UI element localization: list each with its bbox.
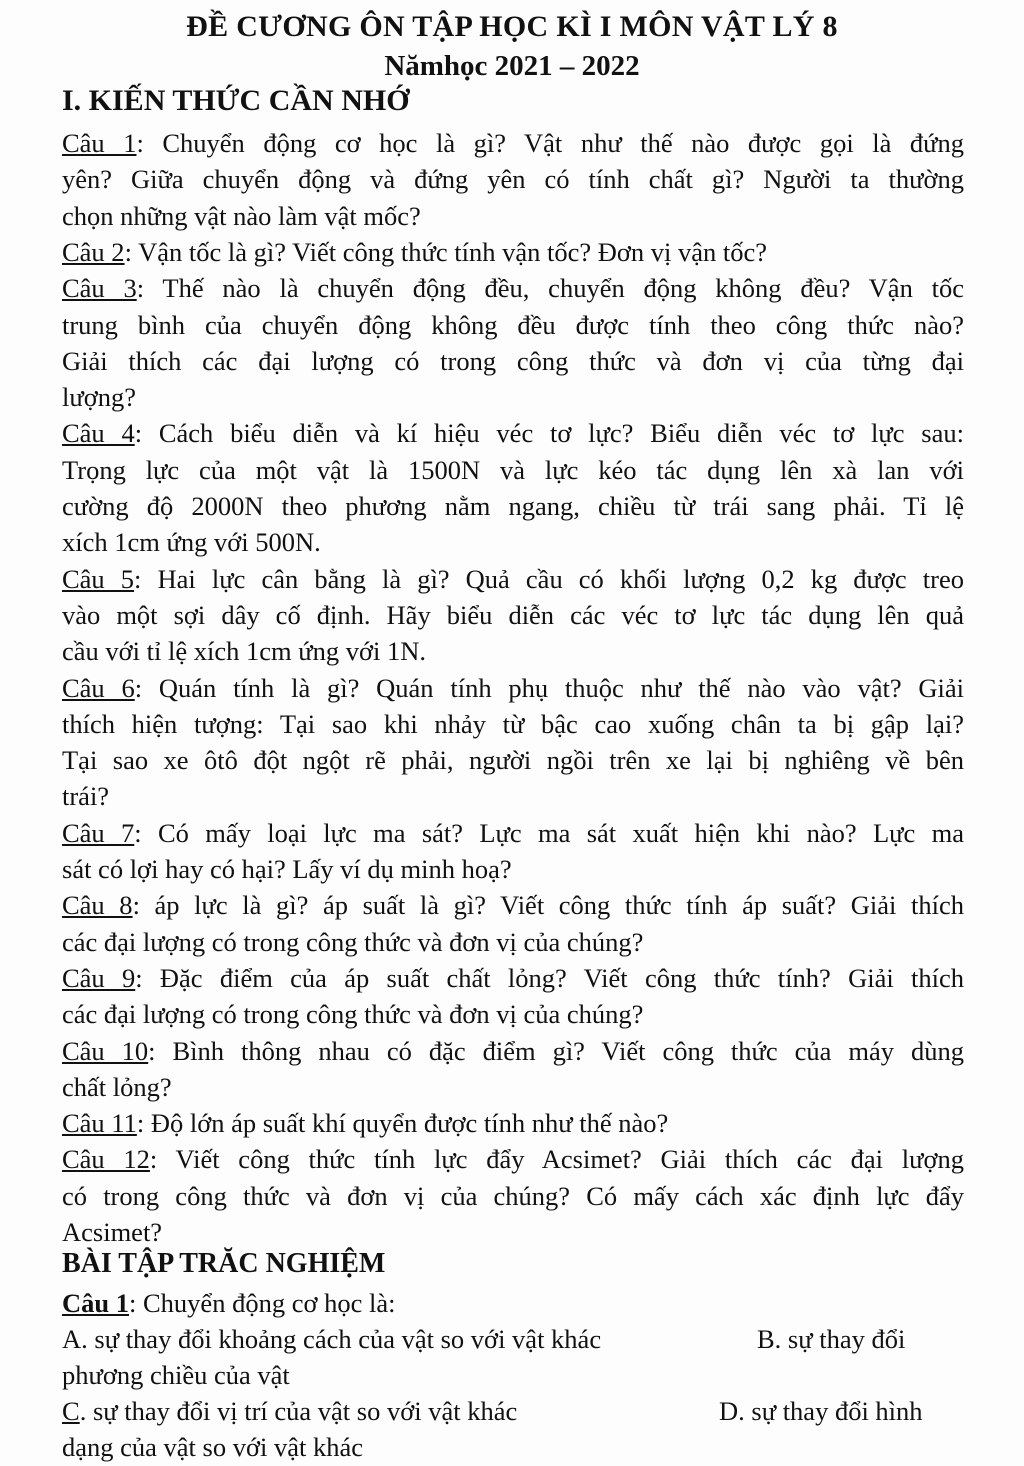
- question-line: [62, 854, 964, 885]
- question-line: [62, 1108, 964, 1139]
- question-line: [62, 1144, 964, 1175]
- quiz-question-1: [62, 1288, 964, 1319]
- question-text: : Cách biểu diễn và kí hiệu véc tơ lực? Biểu diễn véc tơ lực sau:: [134, 418, 964, 449]
- option-d: D. sự thay đổi hình: [719, 1396, 923, 1426]
- option-c-text: . sự thay đổi vị trí của vật so với vật khác: [79, 1396, 518, 1426]
- question-text: : Hai lực cân bằng là gì? Quả cầu có khối lượng 0,2 kg được treo: [134, 563, 964, 594]
- question-text: trung bình của chuyển động không đều được tính theo công thức nào?: [62, 309, 964, 340]
- question-text: chất lỏng?: [62, 1071, 172, 1102]
- question-line: [62, 745, 964, 776]
- question-text: chọn những vật nào làm vật mốc?: [62, 200, 421, 231]
- question-text: : Bình thông nhau có đặc điểm gì? Viết công thức của máy dùng: [148, 1035, 965, 1066]
- question-line: [62, 418, 964, 449]
- question-line: [62, 128, 964, 159]
- question-line: [62, 818, 964, 849]
- question-line: [62, 673, 964, 704]
- question-line: [62, 600, 964, 631]
- option-c: [62, 1396, 517, 1427]
- question-label: Câu 10: [62, 1035, 149, 1066]
- question-text: : áp lực là gì? áp suất là gì? Viết công thức tính áp suất? Giải thích: [132, 890, 965, 921]
- question-line: [62, 237, 964, 268]
- question-line: [62, 310, 964, 341]
- quiz-question-text: : Chuyển động cơ học là:: [129, 1288, 396, 1318]
- question-label: Câu 1: [62, 128, 137, 158]
- school-year: Nămhọc 2021 – 2022: [384, 50, 640, 82]
- question-line: [62, 491, 964, 522]
- question-line: [62, 999, 964, 1030]
- question-line: [62, 963, 964, 994]
- question-label: Câu 2: [62, 236, 125, 267]
- question-label: Câu 5: [62, 563, 135, 594]
- option-b-continued: phương chiều của vật: [62, 1360, 290, 1390]
- question-label: Câu 8: [62, 890, 133, 921]
- question-line: [62, 273, 964, 304]
- question-line: [62, 781, 964, 812]
- question-text: : Thế nào là chuyển động đều, chuyển động không đều? Vận tốc: [136, 273, 964, 304]
- question-line: [62, 1072, 964, 1103]
- question-line: [62, 455, 964, 486]
- question-line: [62, 382, 964, 413]
- question-line: [62, 1036, 964, 1067]
- question-text: : Quán tính là gì? Quán tính phụ thuộc như thế nào vào vật? Giải: [134, 672, 965, 703]
- question-text: lượng?: [62, 382, 137, 413]
- question-label: Câu 4: [62, 418, 135, 449]
- question-text: các đại lượng có trong công thức và đơn vị của chúng?: [62, 999, 644, 1030]
- question-text: : Chuyển động cơ học là gì? Vật như thế nào được gọi là đứng: [136, 128, 964, 158]
- question-text: : Vận tốc là gì? Viết công thức tính vận tốc? Đơn vị vận tốc?: [124, 236, 768, 267]
- question-label: Câu 6: [62, 672, 135, 703]
- question-text: : Có mấy loại lực ma sát? Lực ma sát xuất hiện khi nào? Lực ma: [134, 817, 965, 848]
- question-line: [62, 890, 964, 921]
- document-title: ĐỀ CƯƠNG ÔN TẬP HỌC KÌ I MÔN VẬT LÝ 8: [186, 10, 838, 43]
- question-label: Câu 9: [62, 962, 136, 993]
- question-label: Câu 11: [62, 1108, 137, 1139]
- question-line: [62, 1217, 964, 1248]
- question-label: Câu 7: [62, 817, 135, 848]
- question-line: [62, 346, 964, 377]
- option-a: A. sự thay đổi khoảng cách của vật so với vật khác: [62, 1324, 602, 1354]
- question-line: [62, 927, 964, 958]
- question-text: : Độ lớn áp suất khí quyển được tính như thế nào?: [136, 1108, 669, 1139]
- question-text: có trong công thức và đơn vị của chúng? Có mấy cách xác định lực đẩy: [62, 1180, 964, 1211]
- quiz-question-label: Câu 1: [62, 1288, 130, 1318]
- question-text: Giải thích các đại lượng có trong công thức và đơn vị của từng đại: [62, 345, 964, 376]
- question-text: Acsimet?: [62, 1217, 163, 1247]
- question-text: thích hiện tượng: Tại sao khi nhảy từ bậc cao xuống chân ta bị gập lại?: [62, 708, 964, 739]
- question-text: : Đặc điểm của áp suất chất lỏng? Viết công thức tính? Giải thích: [135, 962, 964, 993]
- question-line: [62, 564, 964, 595]
- question-line: [62, 527, 964, 558]
- question-line: [62, 636, 964, 667]
- question-line: [62, 709, 964, 740]
- question-text: các đại lượng có trong công thức và đơn vị của chúng?: [62, 926, 644, 957]
- question-line: [62, 164, 964, 195]
- quiz-heading: BÀI TẬP TRĂC NGHIỆM: [62, 1248, 386, 1279]
- option-c-letter: C: [62, 1396, 80, 1426]
- section-title: I. KIẾN THỨC CẦN NHỚ: [62, 84, 410, 117]
- question-text: Tại sao xe ôtô đột ngột rẽ phải, người ngồi trên xe lại bị nghiêng về bên: [62, 745, 964, 776]
- question-text: cường độ 2000N theo phương nằm ngang, chiều từ trái sang phải. Tỉ lệ: [62, 491, 964, 521]
- option-d-continued: dạng của vật so với vật khác: [62, 1432, 363, 1462]
- question-label: Câu 3: [62, 273, 137, 304]
- question-text: cầu với tỉ lệ xích 1cm ứng với 1N.: [62, 636, 426, 667]
- question-line: [62, 1181, 964, 1212]
- question-text: vào một sợi dây cố định. Hãy biểu diễn các véc tơ lực tác dụng lên quả: [62, 599, 964, 630]
- question-line: [62, 201, 964, 232]
- option-b: B. sự thay đổi: [757, 1324, 906, 1354]
- question-text: xích 1cm ứng với 500N.: [62, 527, 321, 558]
- question-text: yên? Giữa chuyển động và đứng yên có tính chất gì? Người ta thường: [62, 164, 964, 195]
- question-text: : Viết công thức tính lực đẩy Acsimet? Giải thích các đại lượng: [149, 1144, 964, 1175]
- question-text: sát có lợi hay có hại? Lấy ví dụ minh hoạ?: [62, 854, 512, 884]
- question-text: Trọng lực của một vật là 1500N và lực kéo tác dụng lên xà lan với: [62, 454, 964, 485]
- question-label: Câu 12: [62, 1144, 150, 1175]
- question-text: trái?: [62, 781, 110, 812]
